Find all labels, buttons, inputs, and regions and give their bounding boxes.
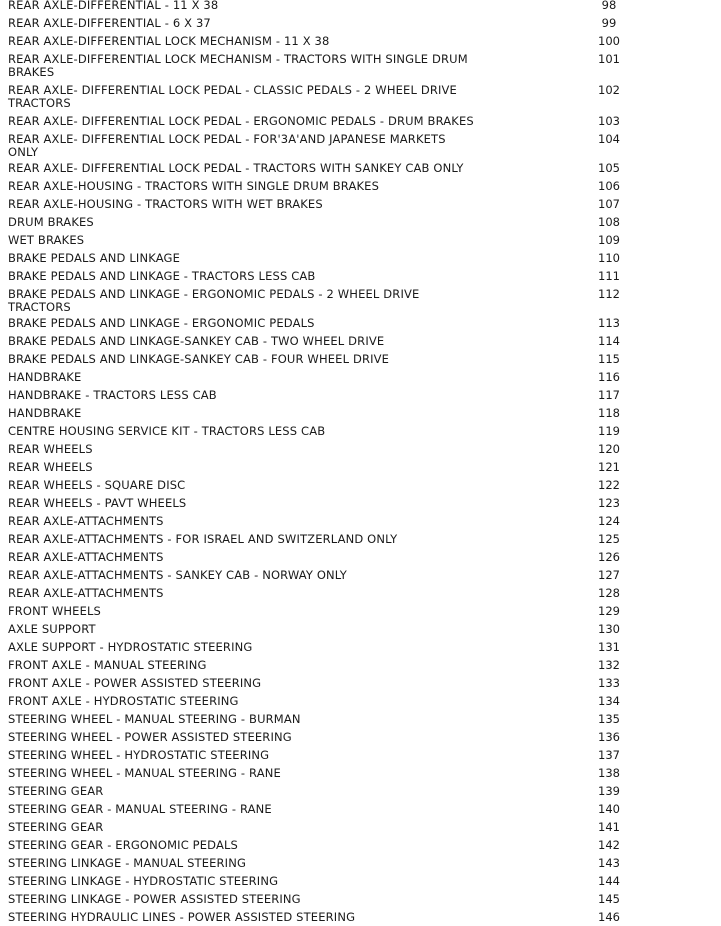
page-number: 139 [598,784,620,798]
list-item[interactable] [8,267,648,285]
list-item[interactable] [8,674,648,692]
entry-title[interactable]: REAR AXLE-DIFFERENTIAL - 6 X 37 [8,16,211,30]
entry-title[interactable]: CENTRE HOUSING SERVICE KIT - TRACTORS LESS CAB [8,424,326,438]
page-number: 99 [601,16,617,30]
entry-title[interactable]: STEERING LINKAGE - POWER ASSISTED STEERING [8,892,301,906]
entry-title[interactable]: FRONT WHEELS [8,604,101,618]
page-number: 107 [598,197,620,211]
list-item[interactable] [8,368,648,386]
list-item[interactable] [8,14,648,32]
page-number: 116 [598,370,620,384]
page-number: 109 [598,233,620,247]
list-item[interactable] [8,890,648,908]
entry-title[interactable]: BRAKE PEDALS AND LINKAGE - ERGONOMIC PEDALS [8,316,315,330]
page-number: 102 [598,83,620,97]
list-item[interactable] [8,638,648,656]
list-item[interactable] [8,476,648,494]
entry-title[interactable]: WET BRAKES [8,233,85,247]
entry-title[interactable]: AXLE SUPPORT - HYDROSTATIC STEERING [8,640,253,654]
page-number: 104 [598,132,620,146]
entry-title[interactable]: BRAKE PEDALS AND LINKAGE-SANKEY CAB - TWO WHEEL DRIVE [8,334,385,348]
entry-title[interactable]: REAR AXLE-HOUSING - TRACTORS WITH SINGLE DRUM BRAKES [8,179,380,193]
entry-title[interactable]: REAR AXLE-ATTACHMENTS [8,550,164,564]
page-number: 141 [598,820,620,834]
list-item[interactable] [8,692,648,710]
entry-title[interactable]: STEERING WHEEL - HYDROSTATIC STEERING [8,748,270,762]
page-number: 105 [598,161,620,175]
page-number: 123 [598,496,620,510]
list-item[interactable] [8,512,648,530]
entry-title[interactable]: STEERING GEAR - ERGONOMIC PEDALS [8,838,239,852]
list-item[interactable] [8,602,648,620]
list-item[interactable] [8,404,648,422]
page-number: 128 [598,586,620,600]
entry-title[interactable]: BRAKE PEDALS AND LINKAGE - TRACTORS LESS CAB [8,269,316,283]
entry-title[interactable]: REAR AXLE- DIFFERENTIAL LOCK PEDAL - CLASSIC PEDALS - 2 WHEEL DRIVE TRACTORS [8,83,457,110]
entry-title[interactable]: STEERING WHEEL - POWER ASSISTED STEERING [8,730,292,744]
list-item[interactable] [8,656,648,674]
page-number: 101 [598,52,620,66]
entry-title[interactable]: REAR WHEELS - SQUARE DISC [8,478,186,492]
page-number: 98 [601,0,617,12]
page-number: 121 [598,460,620,474]
page-number: 129 [598,604,620,618]
entry-title[interactable]: STEERING LINKAGE - HYDROSTATIC STEERING [8,874,279,888]
entry-title[interactable]: HANDBRAKE [8,370,82,384]
list-item[interactable] [8,195,648,213]
page-number: 131 [598,640,620,654]
entry-title[interactable]: REAR AXLE-ATTACHMENTS - SANKEY CAB - NORWAY ONLY [8,568,347,582]
page-number: 145 [598,892,620,906]
entry-title[interactable]: REAR AXLE-ATTACHMENTS - FOR ISRAEL AND SWITZERLAND ONLY [8,532,398,546]
table-of-contents [8,0,648,926]
page-number: 106 [598,179,620,193]
page-number: 132 [598,658,620,672]
list-item[interactable] [8,854,648,872]
page-number: 127 [598,568,620,582]
page-number: 122 [598,478,620,492]
entry-title[interactable]: STEERING GEAR [8,784,104,798]
list-item[interactable] [8,494,648,512]
list-item[interactable] [8,764,648,782]
page-number: 138 [598,766,620,780]
page-number: 117 [598,388,620,402]
entry-title[interactable]: FRONT AXLE - MANUAL STEERING [8,658,207,672]
list-item[interactable] [8,112,648,130]
entry-title[interactable]: DRUM BRAKES [8,215,94,229]
entry-title[interactable]: STEERING GEAR - MANUAL STEERING - RANE [8,802,272,816]
list-item[interactable] [8,728,648,746]
page-number: 125 [598,532,620,546]
page-number: 112 [598,287,620,301]
page-number: 114 [598,334,620,348]
page-number: 130 [598,622,620,636]
page-number: 111 [598,269,620,283]
list-item[interactable] [8,350,648,368]
page-number: 142 [598,838,620,852]
entry-title[interactable]: REAR AXLE- DIFFERENTIAL LOCK PEDAL - TRACTORS WITH SANKEY CAB ONLY [8,161,464,175]
entry-title[interactable]: BRAKE PEDALS AND LINKAGE [8,251,180,265]
list-item[interactable] [8,440,648,458]
page-number: 118 [598,406,620,420]
entry-title[interactable]: BRAKE PEDALS AND LINKAGE-SANKEY CAB - FOUR WHEEL DRIVE [8,352,390,366]
list-item[interactable] [8,782,648,800]
entry-title[interactable]: FRONT AXLE - POWER ASSISTED STEERING [8,676,262,690]
list-item[interactable] [8,836,648,854]
entry-title[interactable]: REAR AXLE-DIFFERENTIAL LOCK MECHANISM - 11 X 38 [8,34,330,48]
list-item[interactable] [8,548,648,566]
page-number: 108 [598,215,620,229]
page-number: 136 [598,730,620,744]
list-item[interactable] [8,130,648,159]
list-item[interactable] [8,800,648,818]
list-item[interactable] [8,386,648,404]
page-number: 110 [598,251,620,265]
list-item[interactable] [8,177,648,195]
list-item[interactable] [8,584,648,602]
entry-title[interactable]: STEERING GEAR [8,820,104,834]
page-number: 143 [598,856,620,870]
list-item[interactable] [8,710,648,728]
page-number: 103 [598,114,620,128]
list-item[interactable] [8,872,648,890]
list-item[interactable] [8,530,648,548]
page-number: 140 [598,802,620,816]
entry-title[interactable]: REAR AXLE-ATTACHMENTS [8,514,164,528]
list-item[interactable] [8,458,648,476]
entry-title[interactable]: REAR AXLE- DIFFERENTIAL LOCK PEDAL - ERGONOMIC PEDALS - DRUM BRAKES [8,114,474,128]
entry-title[interactable]: REAR AXLE-DIFFERENTIAL - 11 X 38 [8,0,219,12]
entry-title[interactable]: FRONT AXLE - HYDROSTATIC STEERING [8,694,239,708]
list-item[interactable] [8,566,648,584]
page-number: 120 [598,442,620,456]
entry-title[interactable]: STEERING WHEEL - MANUAL STEERING - RANE [8,766,281,780]
list-item[interactable] [8,213,648,231]
entry-title[interactable]: REAR AXLE- DIFFERENTIAL LOCK PEDAL - FOR'3A'AND JAPANESE MARKETS ONLY [8,132,446,159]
list-item[interactable] [8,231,648,249]
page-number: 137 [598,748,620,762]
list-item[interactable] [8,81,648,112]
entry-title[interactable]: STEERING WHEEL - MANUAL STEERING - BURMAN [8,712,301,726]
list-item[interactable] [8,50,648,81]
entry-title[interactable]: REAR AXLE-HOUSING - TRACTORS WITH WET BRAKES [8,197,323,211]
page-number: 135 [598,712,620,726]
page-number: 115 [598,352,620,366]
list-item[interactable] [8,314,648,332]
entry-title[interactable]: REAR AXLE-DIFFERENTIAL LOCK MECHANISM - TRACTORS WITH SINGLE DRUM BRAKES [8,52,468,79]
list-item[interactable] [8,159,648,177]
entry-title[interactable]: BRAKE PEDALS AND LINKAGE - ERGONOMIC PEDALS - 2 WHEEL DRIVE TRACTORS [8,287,420,314]
list-item[interactable] [8,818,648,836]
entry-title[interactable]: STEERING LINKAGE - MANUAL STEERING [8,856,247,870]
entry-title[interactable]: REAR WHEELS [8,442,93,456]
entry-title[interactable]: HANDBRAKE [8,406,82,420]
page-number: 134 [598,694,620,708]
entry-title[interactable]: HANDBRAKE - TRACTORS LESS CAB [8,388,217,402]
entry-title[interactable]: REAR AXLE-ATTACHMENTS [8,586,164,600]
entry-title[interactable]: STEERING HYDRAULIC LINES - POWER ASSISTED STEERING [8,910,356,924]
list-item[interactable] [8,746,648,764]
page-number: 126 [598,550,620,564]
list-item[interactable] [8,332,648,350]
entry-title[interactable]: REAR WHEELS - PAVT WHEELS [8,496,187,510]
page-number: 100 [598,34,620,48]
page-number: 133 [598,676,620,690]
list-item[interactable] [8,422,648,440]
list-item[interactable] [8,285,648,314]
list-item[interactable] [8,0,648,14]
page-number: 144 [598,874,620,888]
page-number: 119 [598,424,620,438]
list-item[interactable] [8,249,648,267]
entry-title[interactable]: AXLE SUPPORT [8,622,96,636]
list-item[interactable] [8,620,648,638]
page-number: 113 [598,316,620,330]
list-item[interactable] [8,32,648,50]
page-number: 146 [598,910,620,924]
entry-title[interactable]: REAR WHEELS [8,460,93,474]
page-number: 124 [598,514,620,528]
